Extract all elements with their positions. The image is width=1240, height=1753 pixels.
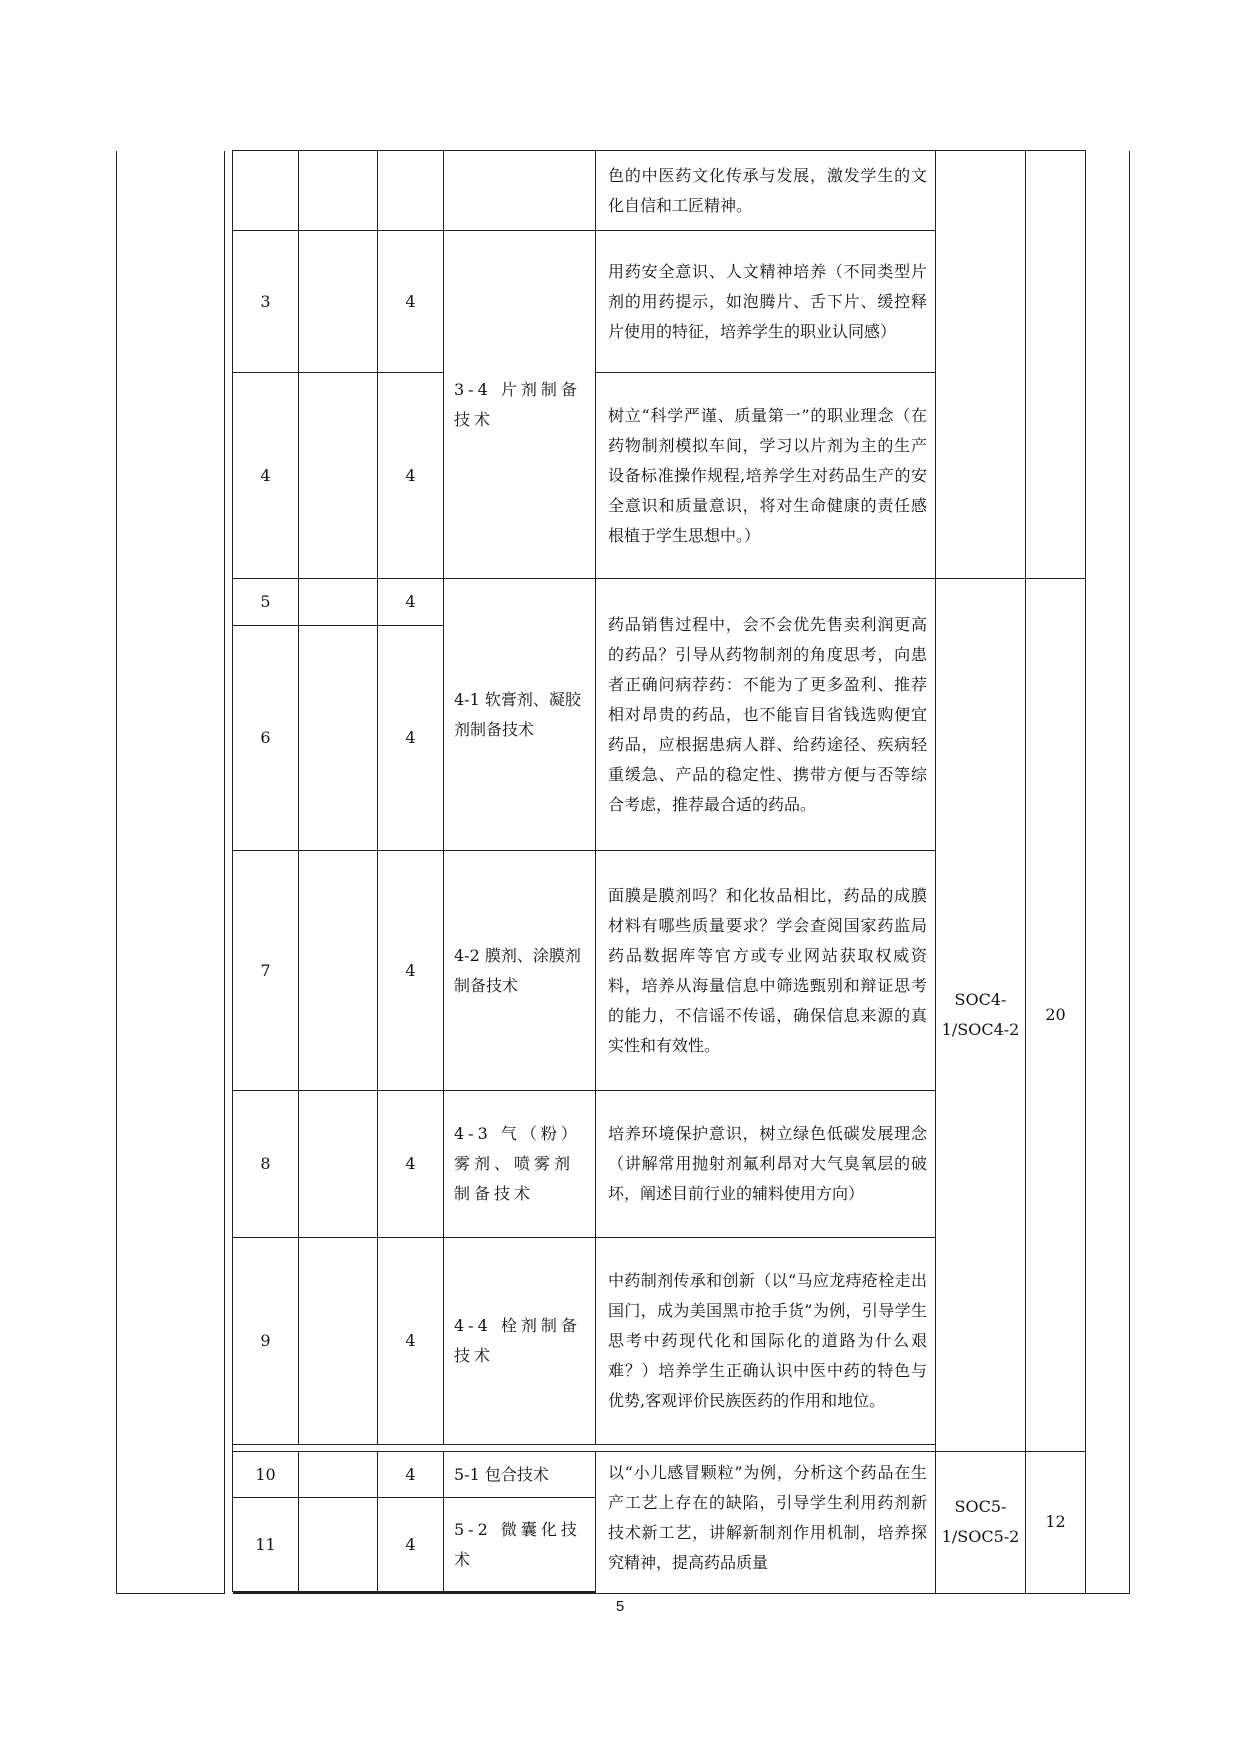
remarks-cell xyxy=(1086,151,1130,1594)
week-cell: 6 xyxy=(233,626,299,851)
ideology-description: 中药制剂传承和创新（以“马应龙痔疮栓走出国门，成为美国黑市抢手货”为例，引导学生思考中药现代化和国际化的道路为什么艰难？）培养学生正确认识中医中药的特色与优势,客观评价民族医药的作用和地位。 xyxy=(596,1238,936,1445)
soc-cell-empty xyxy=(936,151,1026,579)
unit-cell: 4-1 软膏剂、凝胶剂制备技术 xyxy=(444,579,596,851)
hours-cell: 4 xyxy=(378,373,444,579)
hours-cell: 4 xyxy=(378,1452,444,1498)
table-row xyxy=(117,151,1130,231)
blank-cell xyxy=(299,851,378,1091)
page-number: 5 xyxy=(615,1598,625,1615)
unit-cell: 5-1 包合技术 xyxy=(444,1452,596,1498)
ideology-description: 药品销售过程中，会不会优先售卖利润更高的药品？引导从药物制剂的角度思考，向患者正确问病荐药：不能为了更多盈利、推荐相对昂贵的药品，也不能盲目省钱选购便宜药品，应根据患病人群、给药途径、疾病轻重缓急、产品的稳定性、携带方便与否等综合考虑，推荐最合适的药品。 xyxy=(596,579,936,851)
soc-code-cell: SOC5-1/SOC5-2 xyxy=(936,1452,1026,1594)
ideology-description: 培养环境保护意识，树立绿色低碳发展理念（讲解常用抛射剂氟利昂对大气臭氧层的破坏，阐述目前行业的辅料使用方向） xyxy=(596,1091,936,1238)
blank-cell xyxy=(299,1238,378,1445)
blank-cell xyxy=(299,626,378,851)
unit-cell: 5-2 微囊化技术 xyxy=(444,1498,596,1592)
week-cell: 11 xyxy=(233,1498,299,1592)
hours-cell: 4 xyxy=(378,1091,444,1238)
blank-cell xyxy=(299,1452,378,1498)
table-row xyxy=(117,579,1130,626)
unit-cell: 4-2 膜剂、涂膜剂制备技术 xyxy=(444,851,596,1091)
soc-code-cell: SOC4-1/SOC4-2 xyxy=(936,579,1026,1452)
hours-cell: 4 xyxy=(378,1498,444,1592)
ideology-description: 用药安全意识、人文精神培养（不同类型片剂的用药提示，如泡腾片、舌下片、缓控释片使用的特征，培养学生的职业认同感） xyxy=(596,231,936,373)
ideology-description: 树立“科学严谨、质量第一”的职业理念（在药物制剂模拟车间，学习以片剂为主的生产设备标准操作规程,培养学生对药品生产的安全意识和质量意识，将对生命健康的责任感根植于学生思想中。） xyxy=(596,373,936,579)
total-hours-cell: 12 xyxy=(1026,1452,1086,1594)
total-hours-cell: 20 xyxy=(1026,579,1086,1452)
week-cell: 5 xyxy=(233,579,299,626)
hours-cell: 4 xyxy=(378,851,444,1091)
hours-cell xyxy=(378,151,444,231)
blank-cell xyxy=(299,231,378,373)
hours-cell: 4 xyxy=(378,231,444,373)
hours-cell: 4 xyxy=(378,579,444,626)
blank-cell xyxy=(299,1498,378,1592)
outer-category-cell xyxy=(117,151,225,1594)
unit-cell: 4-3 气（粉）雾剂、喷雾剂制备技术 xyxy=(444,1091,596,1238)
blank-cell xyxy=(299,373,378,579)
week-cell: 8 xyxy=(233,1091,299,1238)
ideology-description: 以“小儿感冒颗粒”为例，分析这个药品在生产工艺上存在的缺陷，引导学生利用药剂新技术新工艺，讲解新制剂作用机制，培养探究精神，提高药品质量 xyxy=(596,1452,936,1594)
week-cell: 9 xyxy=(233,1238,299,1445)
unit-cell: 3-4 片剂制备技术 xyxy=(444,231,596,579)
week-cell: 7 xyxy=(233,851,299,1091)
blank-cell xyxy=(299,579,378,626)
hours-cell: 4 xyxy=(378,626,444,851)
ideology-description: 色的中医药文化传承与发展，激发学生的文化自信和工匠精神。 xyxy=(596,151,936,231)
week-cell: 10 xyxy=(233,1452,299,1498)
spacer-cell xyxy=(225,151,233,1594)
unit-cell xyxy=(444,151,596,231)
hours-cell: 4 xyxy=(378,1238,444,1445)
filler-cell xyxy=(233,1592,596,1594)
course-schedule-table xyxy=(116,150,1130,1594)
week-cell xyxy=(233,151,299,231)
ideology-description: 面膜是膜剂吗？和化妆品相比，药品的成膜材料有哪些质量要求？学会查阅国家药监局药品数据库等官方或专业网站获取权威资料，培养从海量信息中筛选甄别和辩证思考的能力，不信谣不传谣，确保信息来源的真实性和有效性。 xyxy=(596,851,936,1091)
unit-cell: 4-4 栓剂制备技术 xyxy=(444,1238,596,1445)
blank-cell xyxy=(299,151,378,231)
week-cell: 3 xyxy=(233,231,299,373)
blank-cell xyxy=(299,1091,378,1238)
table-row xyxy=(117,1452,1130,1498)
thin-gap-cell xyxy=(233,1445,936,1452)
week-cell: 4 xyxy=(233,373,299,579)
total-cell-empty xyxy=(1026,151,1086,579)
